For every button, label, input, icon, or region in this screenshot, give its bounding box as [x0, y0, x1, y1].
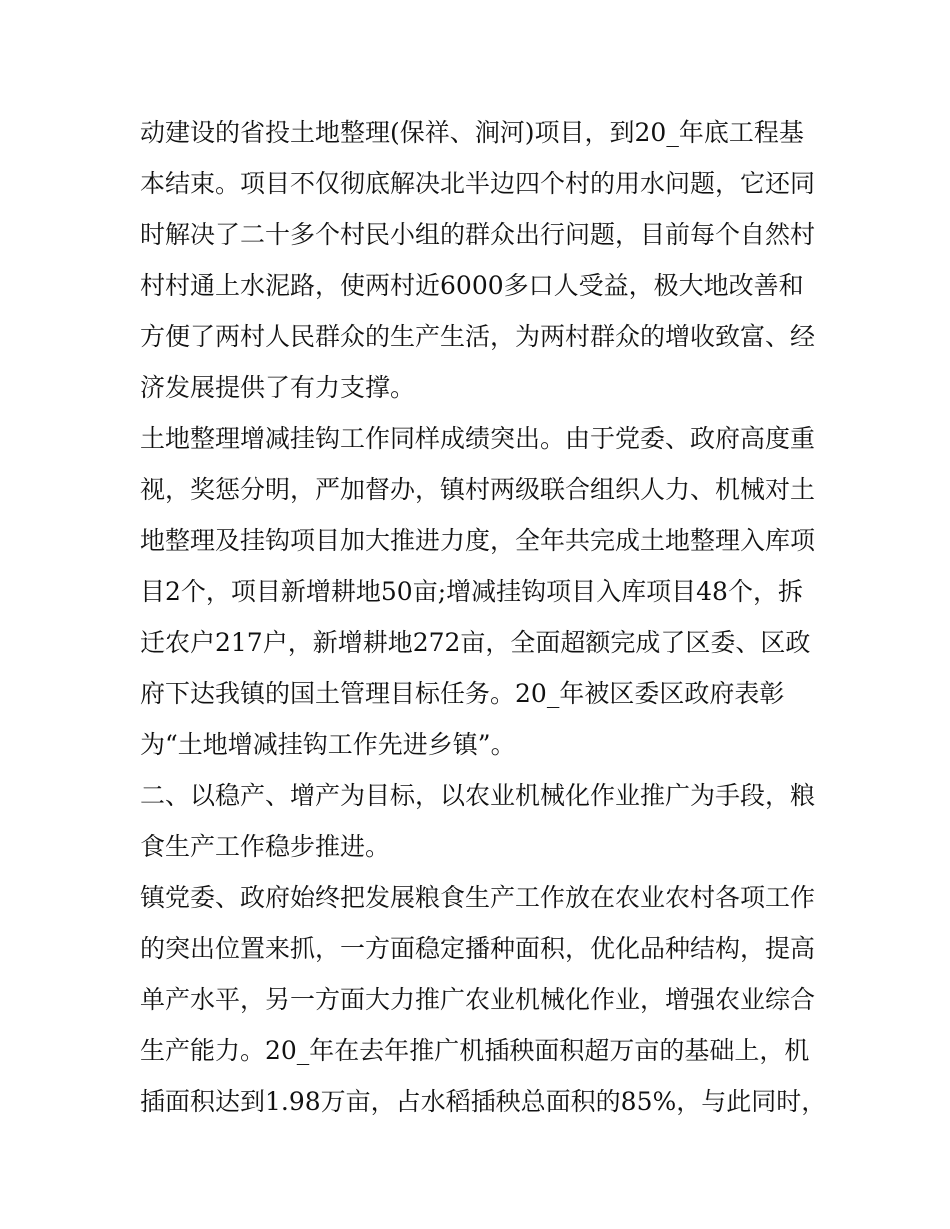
text-line: 本结束。项目不仅彻底解决北半边四个村的用水问题，它还同 — [140, 169, 816, 198]
section-heading-line: 食生产工作稳步推进。 — [140, 832, 391, 861]
text-line: 为“土地增减挂钩工作先进乡镇”。 — [140, 730, 516, 759]
text-line: 镇党委、政府始终把发展粮食生产工作放在农业农村各项工作 — [140, 883, 816, 912]
text-line: 生产能力。20_年在去年推广机插秧面积超万亩的基础上，机 — [140, 1036, 810, 1065]
text-line: 的突出位置来抓，一方面稳定播种面积，优化品种结构，提高 — [140, 934, 816, 963]
text-line: 土地整理增减挂钩工作同样成绩突出。由于党委、政府高度重 — [140, 424, 816, 453]
text-line: 迁农户217户，新增耕地272亩，全面超额完成了区委、区政 — [140, 628, 811, 657]
text-line: 村村通上水泥路，使两村近6000多口人受益，极大地改善和 — [140, 271, 804, 300]
text-line: 动建设的省投土地整理(保祥、涧河)项目，到20_年底工程基 — [140, 118, 804, 147]
text-line: 府下达我镇的国土管理目标任务。20_年被区委区政府表彰 — [140, 679, 785, 708]
section-heading-line: 二、以稳产、增产为目标，以农业机械化作业推广为手段，粮 — [140, 781, 816, 810]
text-line: 视，奖惩分明，严加督办，镇村两级联合组织人力、机械对土 — [140, 475, 816, 504]
text-line: 方便了两村人民群众的生产生活，为两村群众的增收致富、经 — [140, 322, 816, 351]
text-line: 地整理及挂钩项目加大推进力度，全年共完成土地整理入库项 — [140, 526, 816, 555]
text-line: 目2个，项目新增耕地50亩;增减挂钩项目入库项目48个，拆 — [140, 577, 803, 606]
document-body — [140, 107, 827, 1127]
text-line: 时解决了二十多个村民小组的群众出行问题，目前每个自然村 — [140, 220, 816, 249]
text-line: 单产水平，另一方面大力推广农业机械化作业，增强农业综合 — [140, 985, 816, 1014]
text-line: 插面积达到1.98万亩，占水稻插秧总面积的85%，与此同时， — [140, 1087, 827, 1116]
text-line: 济发展提供了有力支撑。 — [140, 373, 416, 402]
